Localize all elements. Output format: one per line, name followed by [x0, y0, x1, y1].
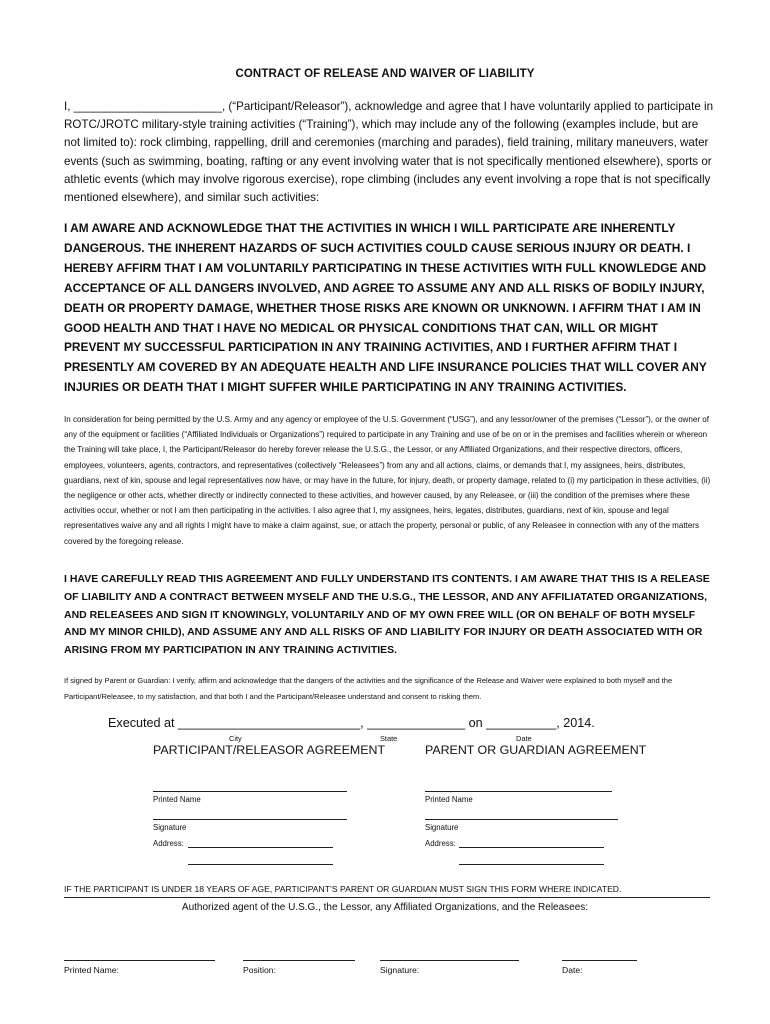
agent-signature-line[interactable]: [380, 960, 519, 961]
guardian-address-line-2[interactable]: [459, 864, 604, 865]
guardian-agreement-heading: PARENT OR GUARDIAN AGREEMENT: [425, 743, 647, 757]
agreement-acknowledgement-paragraph: I HAVE CAREFULLY READ THIS AGREEMENT AND FULLY UNDERSTAND ITS CONTENTS. I AM AWARE THAT THIS IS A RELEASE OF LIABILITY AND A CONTRACT BETWEEN MYSELF AND THE U.S.G., THE LESSOR, AND ANY AFFILIATATED ORGANIZATIONS, AND RELEASEES AND SIGN IT KNOWINGLY, VOLUNTARILY AND OF MY OWN FREE WILL (OR ON BEHALF OF BOTH MYSELF AND MY MINOR CHILD), AND ASSUME ANY AND ALL RISKS OF AND LIABILITY FOR INJURY OR DEATH ASSOCIATED WITH OR ARISING FROM MY PARTICIPATION IN ANY TRAINING ACTIVITIES.: [64, 573, 710, 657]
agent-printed-name-label: Printed Name:: [64, 965, 119, 975]
state-label: State: [380, 734, 398, 743]
risk-acknowledgement-paragraph: I AM AWARE AND ACKNOWLEDGE THAT THE ACTIVITIES IN WHICH I WILL PARTICIPATE ARE INHERENTLY DANGEROUS. THE INHERENT HAZARDS OF SUCH ACTIVITIES COULD CAUSE SERIOUS INJURY OR DEATH. I HEREBY AFFIRM THAT I AM VOLUNTARILY PARTICIPATING IN THESE ACTIVITIES WITH FULL KNOWLEDGE AND ACCEPTANCE OF ALL DANGERS INVOLVED, AND AGREE TO ASSUME ANY AND ALL RISKS OF BODILY INJURY, DEATH OR PROPERTY DAMAGE, WHETHER THOSE RISKS ARE KNOWN OR UNKNOWN. I AFFIRM THAT I AM IN GOOD HEALTH AND THAT I HAVE NO MEDICAL OR PHYSICAL CONDITIONS THAT CAN, WILL OR MIGHT PREVENT MY SUCCESSFUL PARTICIPATION IN ANY TRAINING ACTIVITIES, AND I FURTHER AFFIRM THAT I PRESENTLY AM COVERED BY AN ADEQUATE HEALTH AND LIFE INSURANCE POLICIES THAT WILL COVER ANY INJURIES OR DEATH THAT I MIGHT SUFFER WHILE PARTICIPATING IN ANY TRAINING ACTIVITIES.: [64, 221, 707, 395]
participant-signature-label: Signature: [153, 823, 187, 832]
date-label: Date: [516, 734, 532, 743]
participant-address-label: Address:: [153, 839, 184, 848]
participant-agreement-heading: PARTICIPANT/RELEASOR AGREEMENT: [153, 743, 386, 757]
executed-at-line: Executed at __________________________, ______________ on __________, 2014.: [108, 716, 595, 730]
guardian-address-line-1[interactable]: [459, 847, 604, 848]
agent-signature-label: Signature:: [380, 965, 420, 975]
release-paragraph: In consideration for being permitted by the U.S. Army and any agency or employee of the U.S. Government (“USG”), and any lessor/owner of the premises (“Lessor”), or the owner of any of the equipment or facilities (“Affiliated Individuals or Organizations”) required to participate in any Training and use of be on or in the premises and facilities wherein or whereon the Training will take place, I, the Participant/Releasor do hereby forever release the U.S.G., the Lessor, or any Affiliated Organizations, and their respective directors, officers, employees, volunteers, agents, contractors, and representatives (collectively “Releasees”) from any and all actions, claims, or demands that I, my assignees, heirs, distributes, guardians, next of kin, spouse and legal representatives now have, or may have in the future, for injury, death, or property damage, related to (i) my participation in these activities, (ii) the negligence or other acts, whether directly or indirectly connected to these activities, and however caused, by any Releasee, or (iii) the condition of the premises where these activities occur, whether or not I am then participating in the activities. I also agree that I, my assignees, heirs, legates, distributes, guardians, next of kin, spouse and legal representatives waive any and all rights I might have to make a claim against, sue, or attach the property, personal or public, of any Releasee in connection with any of the matters covered by the foregoing release.: [64, 415, 711, 546]
agent-date-line[interactable]: [562, 960, 637, 961]
agent-printed-name-line[interactable]: [64, 960, 215, 961]
agent-date-label: Date:: [562, 965, 583, 975]
guardian-signature-label: Signature: [425, 823, 459, 832]
guardian-address-label: Address:: [425, 839, 456, 848]
authorized-agent-heading: Authorized agent of the U.S.G., the Lessor, any Affiliated Organizations, and the Releasees:: [181, 902, 589, 913]
divider: [64, 897, 710, 898]
agent-position-line[interactable]: [243, 960, 355, 961]
participant-printed-name-line[interactable]: [153, 791, 347, 792]
participant-address-line-1[interactable]: [188, 847, 333, 848]
document-title: CONTRACT OF RELEASE AND WAIVER OF LIABILITY: [235, 68, 535, 80]
city-label: City: [229, 734, 242, 743]
participant-address-line-2[interactable]: [188, 864, 333, 865]
agent-position-label: Position:: [243, 965, 276, 975]
guardian-printed-name-line[interactable]: [425, 791, 612, 792]
guardian-signature-line[interactable]: [425, 819, 618, 820]
intro-paragraph: I, _______________________, (“Participant/Releasor”), acknowledge and agree that I have voluntarily applied to participate in ROTC/JROTC military-style training activities (“Training”), which may include any of the following (examples include, but are not limited to): rock climbing, rappelling, drill and ceremonies (marching and parades), field training, military maneuvers, water events (such as swimming, boating, rafting or any event involving water that is not specifically mentioned elsewhere), sports or athletic events (which may involve rigorous exercise), rope climbing (includes any event involving a rope that is not specifically mentioned elsewhere), and similar such activities:: [64, 100, 714, 205]
guardian-printed-name-label: Printed Name: [425, 795, 473, 804]
guardian-note: If signed by Parent or Guardian: I verify, affirm and acknowledge that the dangers of the activities and the significance of the Release and Waiver were explained to both myself and the Participant/Releasee, to my satisfaction, and that both I and the Participant/Releasee understand and consent to risking them.: [64, 676, 673, 701]
participant-signature-line[interactable]: [153, 819, 347, 820]
minor-signature-notice: IF THE PARTICIPANT IS UNDER 18 YEARS OF AGE, PARTICIPANT’S PARENT OR GUARDIAN MUST SIGN THIS FORM WHERE INDICATED.: [64, 884, 622, 894]
participant-printed-name-label: Printed Name: [153, 795, 201, 804]
